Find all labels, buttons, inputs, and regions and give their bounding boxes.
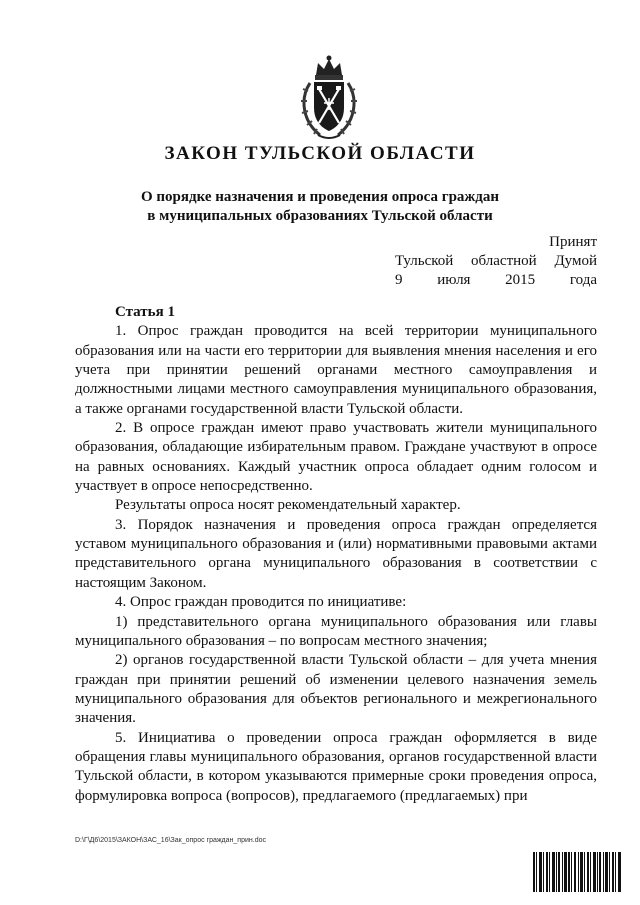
paragraph: Результаты опроса носят рекомендательный характер. bbox=[115, 497, 461, 514]
tula-coat-of-arms-icon bbox=[296, 53, 362, 141]
law-title: ЗАКОН ТУЛЬСКОЙ ОБЛАСТИ bbox=[164, 143, 476, 164]
adopted-month: июля bbox=[437, 272, 471, 288]
paragraph: 2) органов государственной власти Тульской области – для учета мнения граждан при принятии решений об изменении целевого назначения земель муниципального образования для объектов регионального и межрегионального значения. bbox=[75, 652, 597, 727]
adopted-year: 2015 bbox=[505, 272, 536, 288]
paragraph: 2. В опросе граждан имеют право участвовать жители муниципального образования, обладающие избирательным правом. Граждане участвуют в опросе на равных основаниях. Каждый участник опроса обладает одним голосом и участвует в опросе непосредственно. bbox=[75, 420, 597, 495]
adopted-by bbox=[395, 252, 597, 271]
subtitle-line-2: в муниципальных образованиях Тульской области bbox=[147, 208, 493, 224]
adopted-year-word: года bbox=[569, 272, 597, 288]
law-body bbox=[75, 303, 597, 806]
adopted-label: Принят bbox=[549, 234, 597, 250]
adopted-day: 9 bbox=[395, 272, 403, 288]
adopted-word: Тульской bbox=[395, 253, 454, 269]
adopted-date bbox=[395, 271, 597, 290]
article-heading: Статья 1 bbox=[115, 304, 175, 320]
law-subtitle bbox=[0, 188, 640, 226]
subtitle-line-1: О порядке назначения и проведения опроса граждан bbox=[140, 189, 500, 205]
barcode-icon bbox=[533, 852, 621, 892]
paragraph: 5. Инициатива о проведении опроса граждан оформляется в виде обращения главы муниципального образования, органов государственной власти Тульской области, в котором указываются примерные сроки проведения опроса, формулировка вопроса (вопросов), предлагаемого (предлагаемых) при bbox=[75, 729, 597, 804]
file-path-footer: D:\Г\Д6\2015\ЗАКОН\ЗАС_16\Зак_опрос граждан_прин.doc bbox=[75, 837, 266, 844]
paragraph: 1) представительного органа муниципального образования или главы муниципального образования – по вопросам местного значения; bbox=[75, 613, 597, 649]
paragraph: 1. Опрос граждан проводится на всей территории муниципального образования или на части его территории для выявления мнения населения и его учета при принятии решений органами местного самоуправления и должностными лицами местного самоуправления муниципального образования, а также органами государственной власти Тульской области. bbox=[75, 323, 597, 417]
adopted-word: Думой bbox=[554, 253, 597, 269]
adopted-word: областной bbox=[471, 253, 537, 269]
paragraph: 4. Опрос граждан проводится по инициативе: bbox=[115, 594, 407, 611]
paragraph: 3. Порядок назначения и проведения опроса граждан определяется уставом муниципального образования и (или) нормативными правовыми актами представительного органа муниципального образования в соответствии с настоящим Законом. bbox=[75, 516, 597, 591]
adoption-block bbox=[395, 233, 597, 290]
